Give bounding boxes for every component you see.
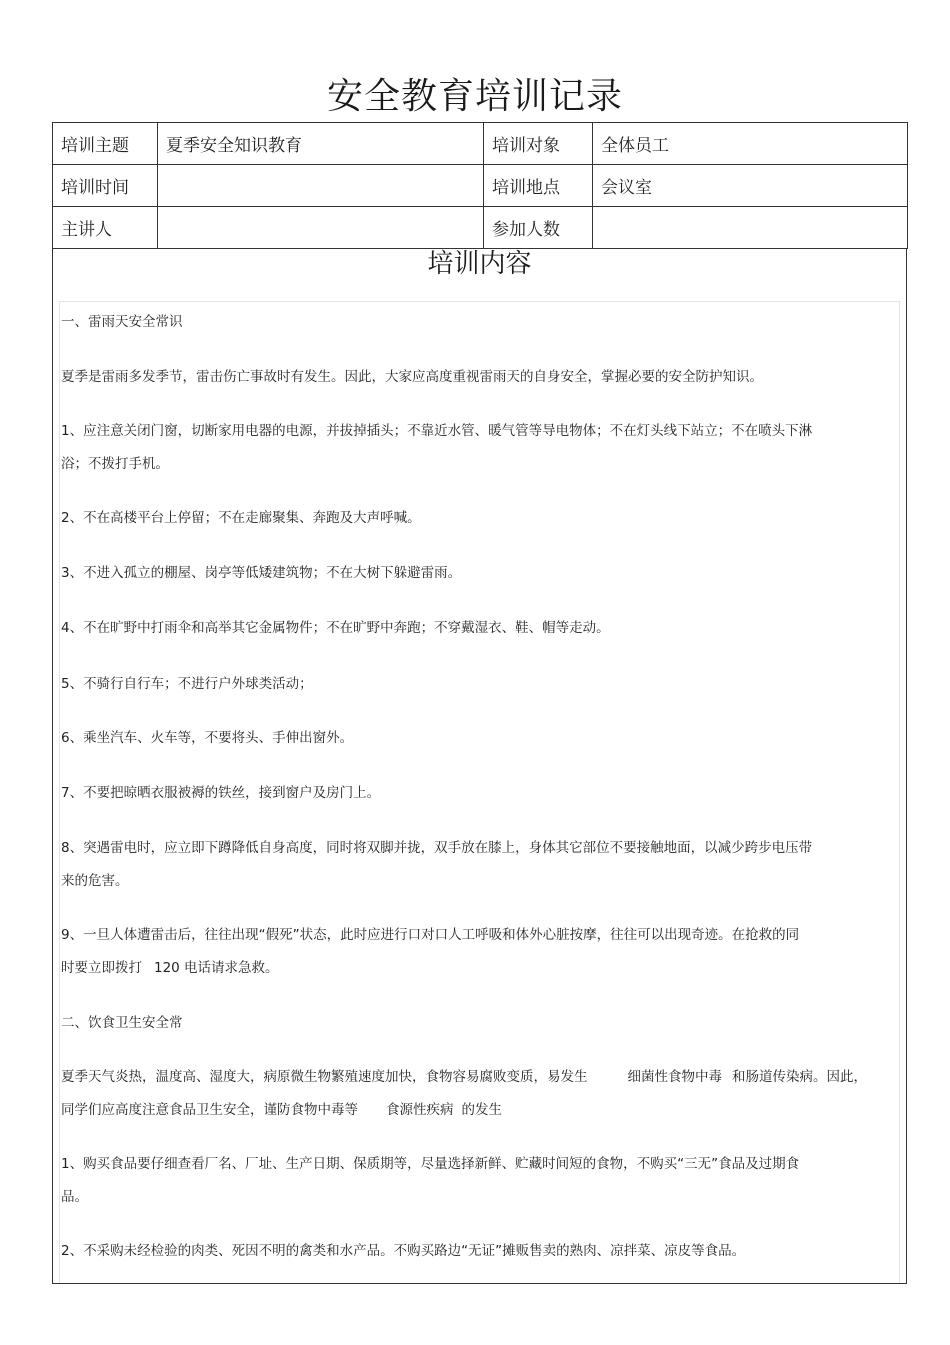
section1-item6: 6、乘坐汽车、火车等，不要将头、手伸出窗外。 — [61, 730, 354, 746]
section1-item8-line1: 8、突遇雷电时，应立即下蹲降低自身高度，同时将双脚并拢，双手放在膝上，身体其它部位不要接触地面，以减少跨步电压带 — [61, 840, 813, 856]
section2-title: 二、饮食卫生安全常 — [61, 1015, 183, 1031]
audience-label: 培训对象 — [484, 123, 593, 165]
section1-item7: 7、不要把晾晒衣服被褥的铁丝，接到窗户及房门上。 — [61, 785, 381, 801]
section2-intro-line1 — [61, 1060, 891, 1094]
speaker-label: 主讲人 — [53, 207, 158, 249]
section1-item4: 4、不在旷野中打雨伞和高举其它金属物件；不在旷野中奔跑；不穿戴湿衣、鞋、帽等走动。 — [61, 620, 610, 636]
time-value — [158, 165, 484, 207]
section1-intro: 夏季是雷雨多发季节，雷击伤亡事故时有发生。因此，大家应高度重视雷雨天的自身安全，掌握必要的安全防护知识。 — [61, 369, 763, 385]
intro-line2-part-a: 同学们应高度注意食品卫生安全，谨防食物中毒等 — [61, 1102, 358, 1118]
section1-item9-line2 — [61, 951, 891, 985]
section2-item1-line2: 品。 — [61, 1189, 88, 1205]
section2-item1-line1: 1、购买食品要仔细查看厂名、厂址、生产日期、保质期等，尽量选择新鲜、贮藏时间短的食物，不购买“三无”食品及过期食 — [61, 1156, 800, 1172]
location-label: 培训地点 — [484, 165, 593, 207]
topic-label: 培训主题 — [53, 123, 158, 165]
info-row-speaker — [53, 207, 908, 249]
intro-line1-part-c: 和肠道传染病。因此， — [732, 1069, 867, 1085]
section1-item2: 2、不在高楼平台上停留；不在走廊聚集、奔跑及大声呼喊。 — [61, 510, 421, 526]
info-table — [52, 122, 908, 249]
document-title: 安全教育培训记录 — [326, 76, 623, 117]
speaker-value — [158, 207, 484, 249]
topic-value: 夏季安全知识教育 — [158, 123, 484, 165]
section2-item2: 2、不采购未经检验的肉类、死因不明的禽类和水产品。不购买路边“无证”摊贩售卖的熟肉、凉拌菜、凉皮等食品。 — [61, 1243, 746, 1259]
info-row-time — [53, 165, 908, 207]
intro-line2-part-c: 的发生 — [461, 1102, 502, 1118]
item9-line2-part-a: 时要立即拨打 — [61, 960, 142, 976]
item9-line2-part-b: 120 电话请求急救。 — [154, 960, 279, 976]
section1-item5: 5、不骑行自行车；不进行户外球类活动； — [61, 676, 313, 692]
section1-item8-line2: 来的危害。 — [61, 873, 129, 889]
training-content-box — [52, 249, 907, 1284]
section1-item9-line1: 9、一旦人体遭雷击后，往往出现“假死”状态，此时应进行口对口人工呼吸和体外心脏按摩，往往可以出现奇迹。在抢救的同 — [61, 927, 800, 943]
count-value — [593, 207, 908, 249]
audience-value: 全体员工 — [593, 123, 908, 165]
time-label: 培训时间 — [53, 165, 158, 207]
intro-line1-part-a: 夏季天气炎热，温度高、湿度大，病原微生物繁殖速度加快，食物容易腐败变质，易发生 — [61, 1069, 588, 1085]
info-row-topic — [53, 123, 908, 165]
location-value: 会议室 — [593, 165, 908, 207]
intro-line2-part-b: 食源性疾病 — [386, 1102, 454, 1118]
section1-title: 一、雷雨天安全常识 — [61, 314, 183, 330]
section2-intro-line2 — [61, 1093, 891, 1127]
content-heading: 培训内容 — [427, 249, 532, 279]
intro-line1-part-b: 细菌性食物中毒 — [627, 1069, 722, 1085]
section1-item3: 3、不进入孤立的棚屋、岗亭等低矮建筑物；不在大树下躲避雷雨。 — [61, 565, 462, 581]
section1-item1-line2: 浴；不拨打手机。 — [61, 456, 169, 472]
count-label: 参加人数 — [484, 207, 593, 249]
section1-item1-line1: 1、应注意关闭门窗，切断家用电器的电源，并拔掉插头；不靠近水管、暖气管等导电物体；不在灯头线下站立；不在喷头下淋 — [61, 423, 813, 439]
